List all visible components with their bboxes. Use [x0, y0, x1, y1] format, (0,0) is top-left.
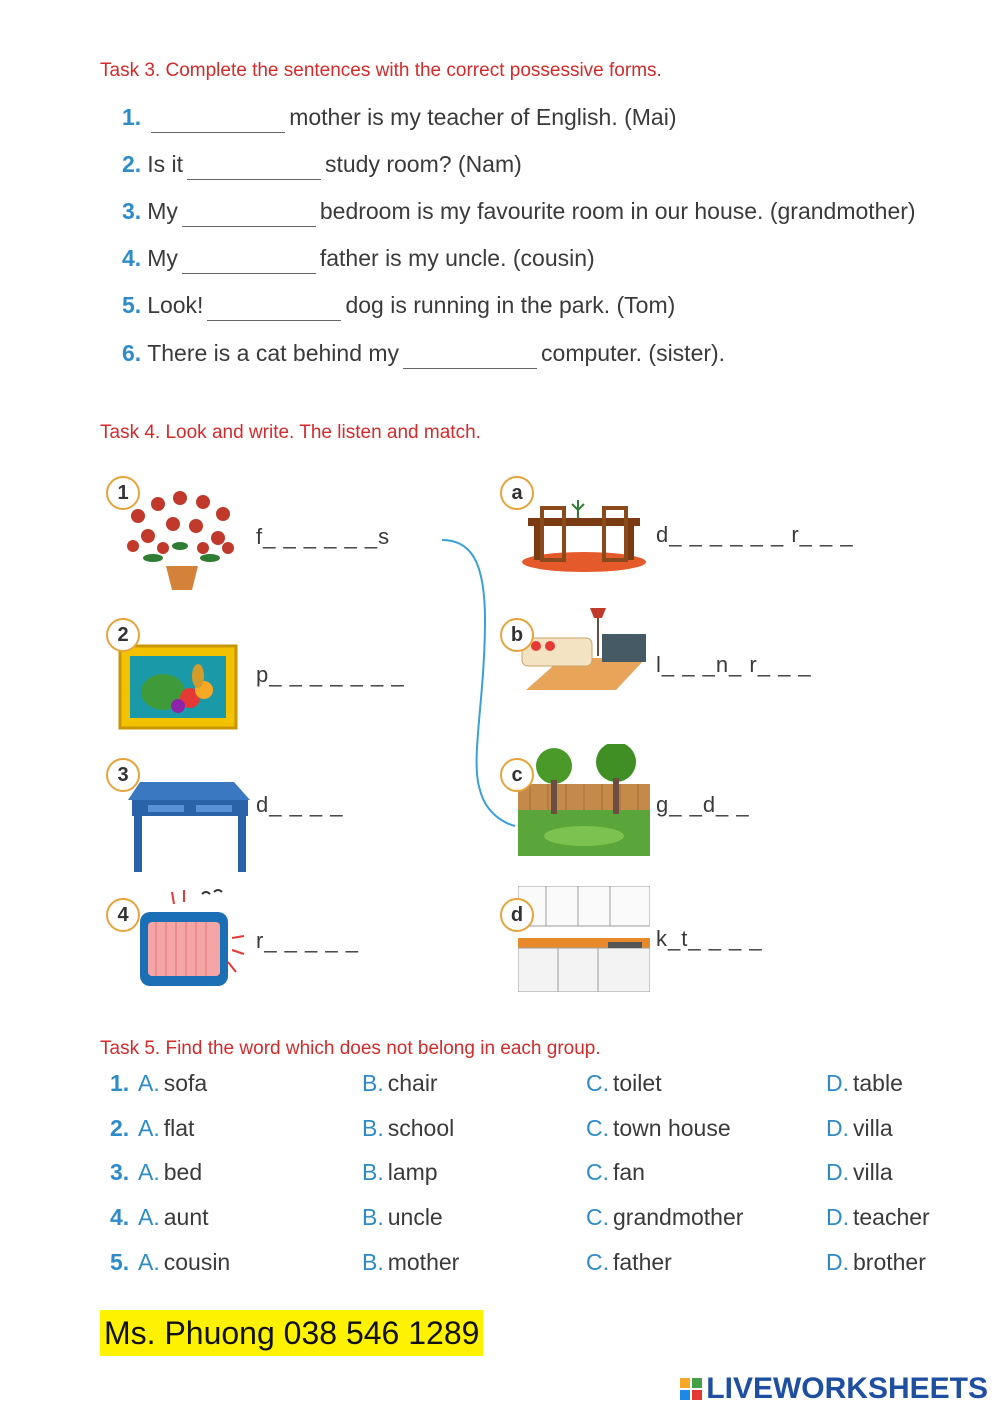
task3-item-3	[122, 198, 916, 227]
answer-input-4[interactable]	[182, 248, 316, 274]
word-pattern-4: r_ _ _ _ _	[256, 928, 359, 953]
item-number: 6.	[122, 340, 142, 366]
option-d[interactable]: D. villa	[826, 1159, 893, 1185]
task3-item-2	[122, 151, 522, 180]
teacher-contact: Ms. Phuong 038 546 1289	[100, 1310, 483, 1356]
answer-input-5[interactable]	[207, 295, 341, 321]
badge-a: a	[500, 476, 534, 510]
word-pattern-1: f_ _ _ _ _ _s	[256, 524, 391, 549]
answer-input-6[interactable]	[403, 343, 537, 369]
option-a[interactable]: A. sofa	[138, 1070, 208, 1096]
option-d[interactable]: D. teacher	[826, 1204, 930, 1230]
option-a[interactable]: A. aunt	[138, 1204, 209, 1230]
desk-icon	[128, 778, 252, 876]
option-d[interactable]: D. table	[826, 1070, 903, 1096]
item-number: 1.	[122, 104, 142, 130]
task5-row-1	[110, 1070, 970, 1104]
row-number: 4.	[110, 1204, 130, 1230]
sentence-after: computer. (sister).	[541, 340, 726, 366]
word-pattern-3: d_ _ _ _	[256, 792, 344, 817]
badge-c: c	[500, 758, 534, 792]
row-number: 1.	[110, 1070, 130, 1096]
sentence-after: bedroom is my favourite room in our house. (grandmother)	[319, 198, 916, 224]
item-number: 5.	[122, 292, 142, 318]
task3-item-6	[122, 340, 725, 369]
radio-icon	[132, 888, 252, 992]
sentence-before: Look!	[147, 292, 204, 318]
task5-row-3	[110, 1159, 970, 1193]
living-room-icon	[516, 604, 650, 696]
row-number: 5.	[110, 1249, 130, 1275]
liveworksheets-logo	[680, 1372, 988, 1406]
sentence-after: dog is running in the park. (Tom)	[345, 292, 676, 318]
badge-4: 4	[106, 898, 140, 932]
word-pattern-d: k_t_ _ _ _	[656, 926, 763, 951]
picture-icon	[118, 640, 240, 732]
badge-d: d	[500, 898, 534, 932]
liveworksheets-mark-icon	[680, 1378, 702, 1400]
item-number: 4.	[122, 245, 142, 271]
flowers-icon	[118, 486, 248, 596]
item-number: 3.	[122, 198, 142, 224]
option-d[interactable]: D. villa	[826, 1115, 893, 1141]
sentence-after: study room? (Nam)	[324, 151, 522, 177]
task5-row-2	[110, 1115, 970, 1149]
option-b[interactable]: B. school	[362, 1115, 455, 1141]
option-b[interactable]: B. lamp	[362, 1159, 438, 1185]
row-number: 2.	[110, 1115, 130, 1141]
sentence-after: father is my uncle. (cousin)	[319, 245, 595, 271]
kitchen-icon	[518, 886, 650, 992]
answer-input-1[interactable]	[151, 107, 285, 133]
option-c[interactable]: C. town house	[586, 1115, 731, 1141]
task3-item-1	[122, 104, 676, 133]
sentence-after: mother is my teacher of English. (Mai)	[289, 104, 677, 130]
option-a[interactable]: A. bed	[138, 1159, 203, 1185]
task4-title: Task 4. Look and write. The listen and match.	[100, 422, 481, 443]
sentence-before: Is it	[147, 151, 183, 177]
option-a[interactable]: A. flat	[138, 1115, 195, 1141]
sentence-before: My	[147, 198, 178, 224]
task3-title: Task 3. Complete the sentences with the correct possessive forms.	[100, 60, 662, 81]
badge-1: 1	[106, 476, 140, 510]
answer-input-2[interactable]	[187, 154, 321, 180]
dining-room-icon	[518, 490, 650, 572]
badge-2: 2	[106, 618, 140, 652]
option-b[interactable]: B. chair	[362, 1070, 438, 1096]
word-pattern-2: p_ _ _ _ _ _ _	[256, 662, 405, 687]
option-c[interactable]: C. grandmother	[586, 1204, 744, 1230]
option-a[interactable]: A. cousin	[138, 1249, 231, 1275]
badge-3: 3	[106, 758, 140, 792]
row-number: 3.	[110, 1159, 130, 1185]
sentence-before: My	[147, 245, 178, 271]
option-b[interactable]: B. uncle	[362, 1204, 443, 1230]
task3-item-5	[122, 292, 675, 321]
option-c[interactable]: C. father	[586, 1249, 672, 1275]
badge-b: b	[500, 618, 534, 652]
word-pattern-c: g_ _d_ _	[656, 792, 750, 817]
task5-row-5	[110, 1249, 970, 1283]
option-d[interactable]: D. brother	[826, 1249, 926, 1275]
option-c[interactable]: C. fan	[586, 1159, 645, 1185]
option-c[interactable]: C. toilet	[586, 1070, 662, 1096]
brand-name: LIVEWORKSHEETS	[706, 1372, 988, 1405]
task5-row-4	[110, 1204, 970, 1238]
answer-input-3[interactable]	[182, 201, 316, 227]
task3-item-4	[122, 245, 595, 274]
garden-icon	[518, 744, 650, 856]
word-pattern-b: l_ _ _n_ r_ _ _	[656, 652, 812, 677]
option-b[interactable]: B. mother	[362, 1249, 460, 1275]
task5-title: Task 5. Find the word which does not belong in each group.	[100, 1038, 601, 1059]
word-pattern-a: d_ _ _ _ _ _ r_ _ _	[656, 522, 854, 547]
item-number: 2.	[122, 151, 142, 177]
sentence-before: There is a cat behind my	[147, 340, 400, 366]
